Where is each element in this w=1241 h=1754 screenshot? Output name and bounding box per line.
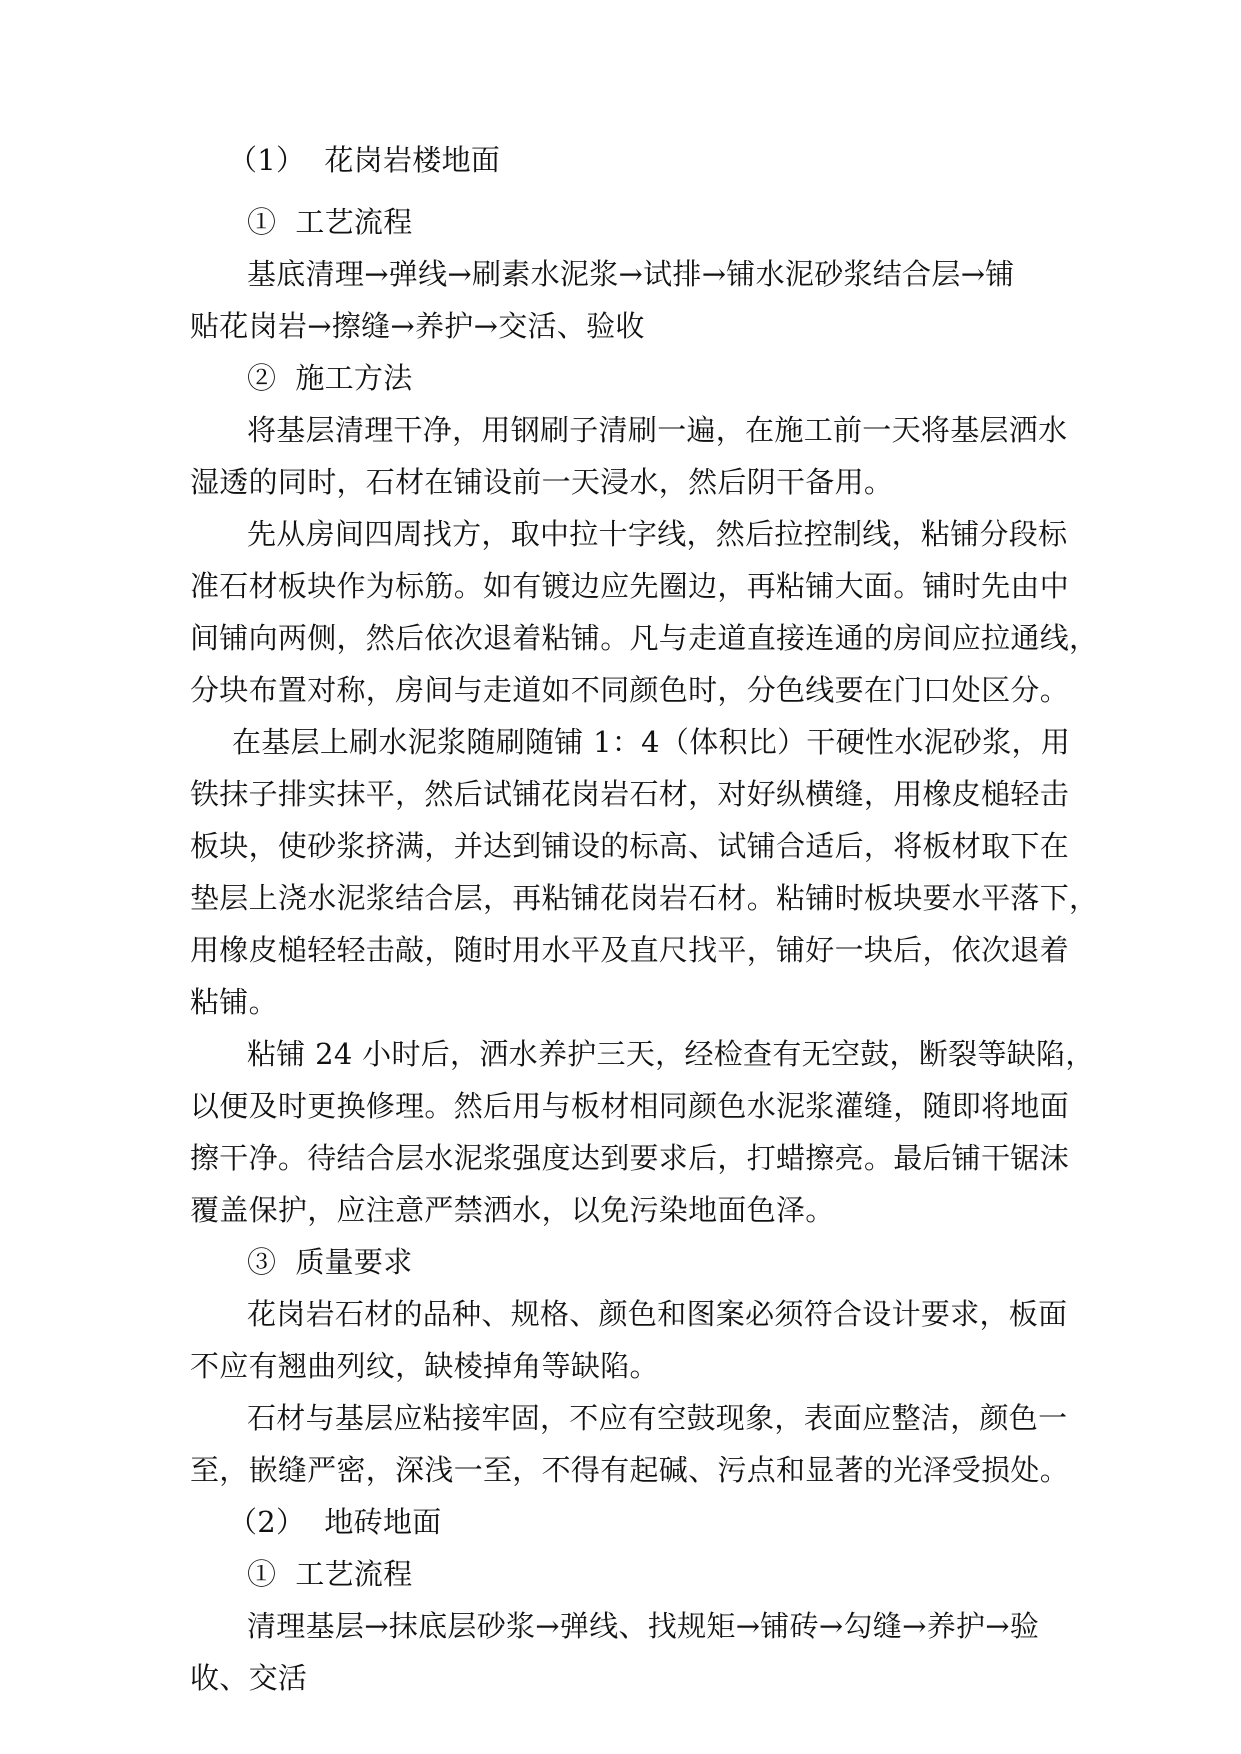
paragraph-line: 分块布置对称，房间与走道如不同颜色时，分色线要在门口处区分。 — [190, 673, 1070, 707]
paragraph-line: 清理基层→抹底层砂浆→弹线、找规矩→铺砖→勾缝→养护→验 — [247, 1609, 1040, 1643]
paragraph-line: 收、交活 — [190, 1661, 308, 1695]
section-heading: （2） 地砖地面 — [228, 1505, 442, 1539]
paragraph-line: 间铺向两侧，然后依次退着粘铺。凡与走道直接连通的房间应拉通线， — [190, 621, 1099, 655]
paragraph-line: 基底清理→弹线→刷素水泥浆→试排→铺水泥砂浆结合层→铺 — [247, 257, 1015, 291]
paragraph-line: 将基层清理干净，用钢刷子清刷一遍，在施工前一天将基层洒水 — [247, 413, 1068, 447]
subsection-heading: ① 工艺流程 — [247, 1557, 413, 1591]
subsection-heading: ② 施工方法 — [247, 361, 413, 395]
section-heading: （1） 花岗岩楼地面 — [228, 143, 501, 177]
paragraph-line: 在基层上刷水泥浆随刷随铺 1：4（体积比）干硬性水泥砂浆，用 — [232, 725, 1071, 759]
subsection-heading: ① 工艺流程 — [247, 205, 413, 239]
paragraph-line: 湿透的同时，石材在铺设前一天浸水，然后阴干备用。 — [190, 465, 894, 499]
paragraph-line: 垫层上浇水泥浆结合层，再粘铺花岗岩石材。粘铺时板块要水平落下， — [190, 881, 1099, 915]
paragraph-line: 至，嵌缝严密，深浅一至，不得有起碱、污点和显著的光泽受损处。 — [190, 1453, 1070, 1487]
paragraph-line: 用橡皮槌轻轻击敲，随时用水平及直尺找平，铺好一块后，依次退着 — [190, 933, 1070, 967]
paragraph-line: 粘铺。 — [190, 985, 278, 1019]
paragraph-line: 准石材板块作为标筋。如有镀边应先圈边，再粘铺大面。铺时先由中 — [190, 569, 1070, 603]
paragraph-line: 以便及时更换修理。然后用与板材相同颜色水泥浆灌缝，随即将地面 — [190, 1089, 1070, 1123]
paragraph-line: 擦干净。待结合层水泥浆强度达到要求后，打蜡擦亮。最后铺干锯沫 — [190, 1141, 1070, 1175]
paragraph-line: 贴花岗岩→擦缝→养护→交活、验收 — [190, 309, 645, 343]
paragraph-line: 覆盖保护，应注意严禁洒水，以免污染地面色泽。 — [190, 1193, 835, 1227]
paragraph-line: 铁抹子排实抹平，然后试铺花岗岩石材，对好纵横缝，用橡皮槌轻击 — [190, 777, 1070, 811]
paragraph-line: 不应有翘曲列纹，缺棱掉角等缺陷。 — [190, 1349, 659, 1383]
paragraph-line: 石材与基层应粘接牢固，不应有空鼓现象，表面应整洁，颜色一 — [247, 1401, 1068, 1435]
paragraph-line: 先从房间四周找方，取中拉十字线，然后拉控制线，粘铺分段标 — [247, 517, 1068, 551]
subsection-heading: ③ 质量要求 — [247, 1245, 413, 1279]
paragraph-line: 花岗岩石材的品种、规格、颜色和图案必须符合设计要求，板面 — [247, 1297, 1068, 1331]
paragraph-line: 粘铺 24 小时后，洒水养护三天，经检查有无空鼓，断裂等缺陷， — [247, 1037, 1095, 1071]
paragraph-line: 板块，使砂浆挤满，并达到铺设的标高、试铺合适后，将板材取下在 — [190, 829, 1070, 863]
